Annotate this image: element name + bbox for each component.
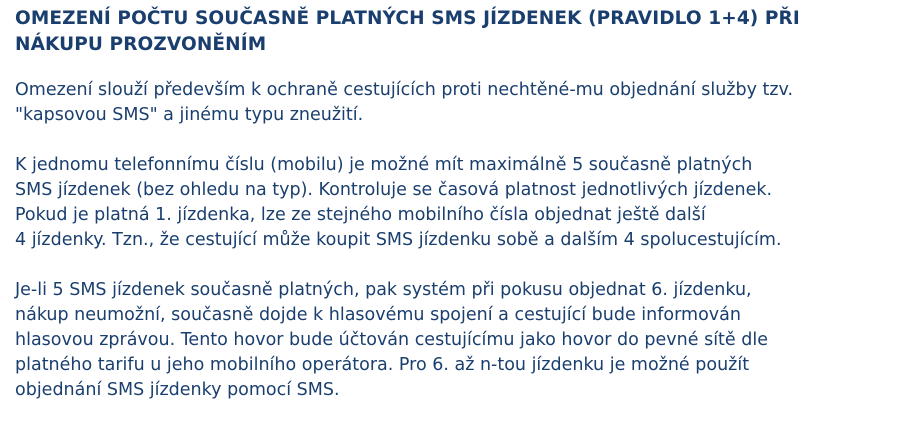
paragraph-line: Je-li 5 SMS jízdenek současně platných, pak systém při pokusu objednat 6. jízdenku,: [15, 280, 752, 300]
paragraph-exceeded-limit: [15, 278, 915, 403]
paragraph-line: SMS jízdenek (bez ohledu na typ). Kontroluje se časová platnost jednotlivých jízdenek.: [15, 180, 773, 200]
paragraph-line: K jednomu telefonnímu číslu (mobilu) je možné mít maximálně 5 současně platných: [15, 155, 753, 175]
paragraph-line: 4 jízdenky. Tzn., že cestující může koupit SMS jízdenku sobě a dalším 4 spolucestujícím.: [15, 230, 782, 250]
article-title: [15, 6, 915, 58]
paragraph-line: Pokud je platná 1. jízdenka, lze ze stejného mobilního čísla objednat ještě další: [15, 205, 706, 225]
paragraph-purpose: [15, 78, 915, 128]
title-line: OMEZENÍ POČTU SOUČASNĚ PLATNÝCH SMS JÍZDENEK (PRAVIDLO 1+4) PŘI: [15, 8, 800, 29]
paragraph-line: nákup neumožní, současně dojde k hlasovému spojení a cestující bude informován: [15, 305, 741, 325]
paragraph-line: objednání SMS jízdenky pomocí SMS.: [15, 380, 340, 400]
paragraph-line: hlasovou zprávou. Tento hovor bude účtován cestujícímu jako hovor do pevné sítě dle: [15, 330, 768, 350]
title-line: NÁKUPU PROZVONĚNÍM: [15, 34, 267, 55]
paragraph-line: "kapsovou SMS" a jinému typu zneužití.: [15, 105, 364, 125]
article: [15, 6, 915, 403]
paragraph-line: Omezení slouží především k ochraně cestujících proti nechtěné-mu objednání služby tzv.: [15, 80, 794, 100]
paragraph-line: platného tarifu u jeho mobilního operátora. Pro 6. až n-tou jízdenku je možné použít: [15, 355, 750, 375]
paragraph-limit-rule: [15, 153, 915, 253]
